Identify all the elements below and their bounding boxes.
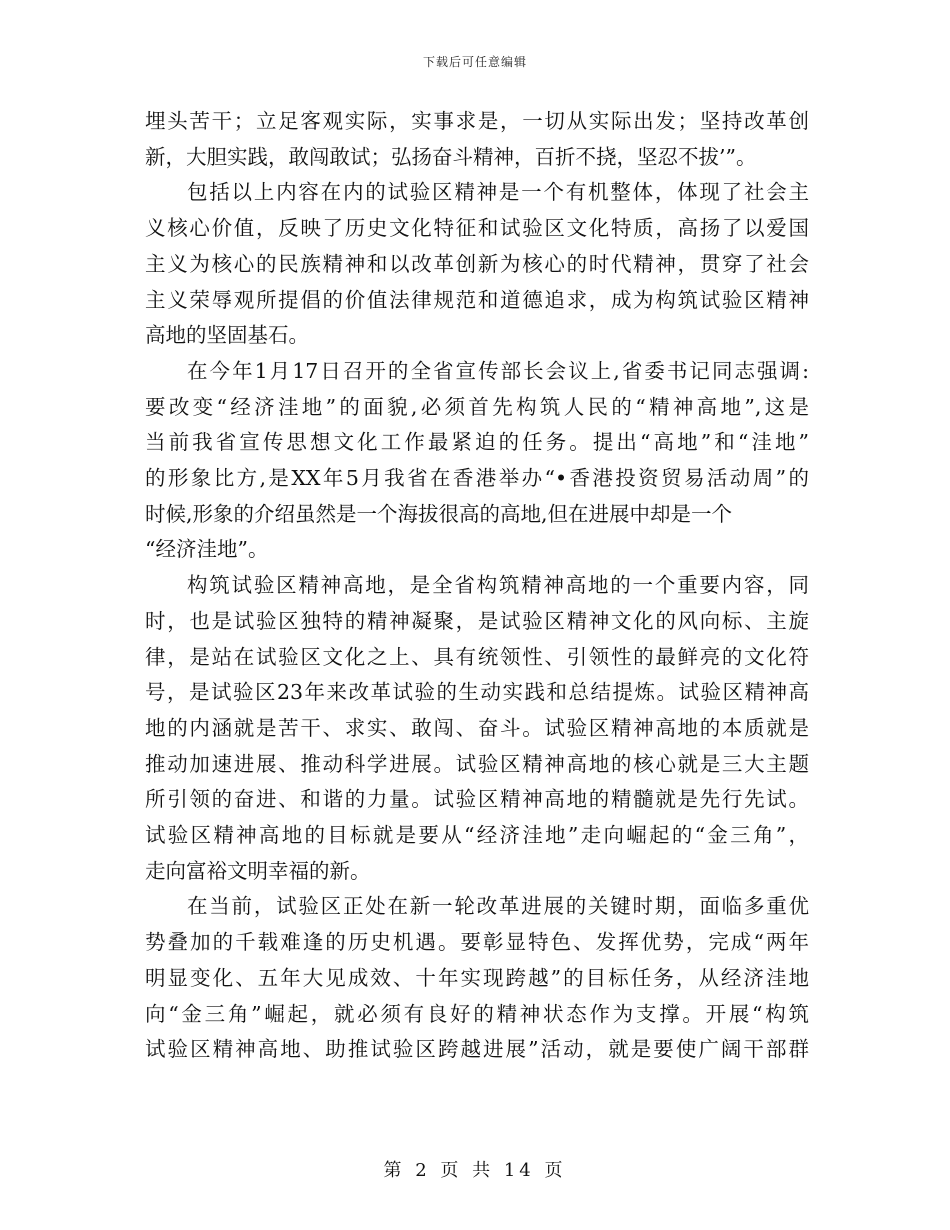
page-number-footer: 第 2 页 共 14 页 [383, 1160, 567, 1181]
text-line: 高地的坚固基石。 [145, 323, 309, 348]
document-body [145, 104, 809, 1068]
paragraph-5 [145, 889, 809, 1068]
text-line: 主义为核心的民族精神和以改革创新为核心的时代精神，贯穿了社会 [145, 251, 809, 276]
text-line: 主义荣辱观所提倡的价值法律规范和道德追求，成为构筑试验区精神 [145, 287, 809, 312]
paragraph-1 [145, 104, 809, 175]
text-line: 地的内涵就是苦干、求实、敢闯、奋斗。试验区精神高地的本质就是 [145, 715, 809, 740]
text-line: 所引领的奋进、和谐的力量。试验区精神高地的精髓就是先行先试。 [145, 787, 809, 812]
text-line: 推动加速进展、推动科学进展。试验区精神高地的核心就是三大主题 [145, 751, 809, 776]
text-line: 义核心价值，反映了历史文化特征和试验区文化特质，高扬了以爱国 [145, 216, 809, 241]
text-line: 时候,形象的介绍虽然是一个海拔很高的高地,但在进展中却是一个 [145, 501, 733, 526]
text-line: 势叠加的千载难逢的历史机遇。要彰显特色、发挥优势，完成“两年 [145, 930, 809, 955]
paragraph-3 [145, 354, 809, 568]
text-line: 走向富裕文明幸福的新。 [145, 858, 371, 883]
text-line: 号，是试验区23年来改革试验的生动实践和总结提炼。试验区精神高 [145, 680, 809, 705]
text-line: 时，也是试验区独特的精神凝聚，是试验区精神文化的风向标、主旋 [145, 608, 809, 633]
text-line: 的形象比方,是XX年5月我省在香港举办“•香港投资贸易活动周”的 [145, 466, 809, 491]
text-line: 要改变“经济洼地”的面貌,必须首先构筑人民的“精神高地”,这是 [145, 394, 809, 419]
text-line: 埋头苦干；立足客观实际，实事求是，一切从实际出发；坚持改革创 [145, 109, 809, 133]
page-header: 下载后可任意编辑 [422, 55, 527, 69]
text-line: 试验区精神高地、助推试验区跨越进展”活动，就是要使广阔干部群 [145, 1037, 809, 1062]
text-line: 当前我省宣传思想文化工作最紧迫的任务。提出“高地”和“洼地” [145, 430, 809, 455]
paragraph-4 [145, 568, 809, 889]
text-line: 新，大胆实践，敢闯敢试；弘扬奋斗精神，百折不挠，坚忍不拔’”。 [145, 144, 757, 169]
paragraph-2 [145, 175, 809, 354]
text-line: 明显变化、五年大见成效、十年实现跨越”的目标任务，从经济洼地 [145, 965, 809, 990]
text-line: 在当前，试验区正处在新一轮改革进展的关键时期，面临多重优 [187, 894, 809, 919]
text-line: “经济洼地”。 [145, 537, 269, 562]
text-line: 在今年1月17日召开的全省宣传部长会议上,省委书记同志强调: [187, 358, 809, 383]
text-line: 构筑试验区精神高地，是全省构筑精神高地的一个重要内容，同 [187, 573, 809, 598]
text-line: 包括以上内容在内的试验区精神是一个有机整体，体现了社会主 [187, 180, 809, 205]
text-line: 试验区精神高地的目标就是要从“经济洼地”走向崛起的“金三角”， [145, 823, 809, 848]
text-line: 律，是站在试验区文化之上、具有统领性、引领性的最鲜亮的文化符 [145, 644, 809, 669]
text-line: 向“金三角”崛起，就必须有良好的精神状态作为支撑。开展“构筑 [145, 1001, 809, 1026]
